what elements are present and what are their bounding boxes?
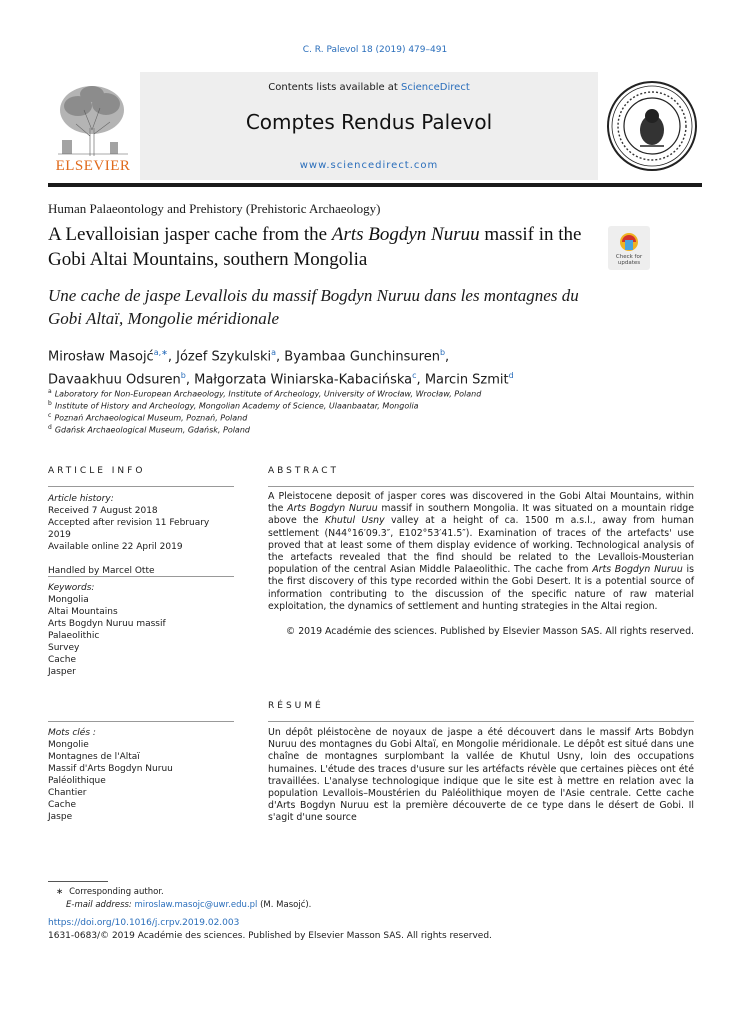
title-part-1: A Levalloisian jasper cache from the	[48, 224, 332, 245]
abstract-seg: valley at a height of ca. 1500 m a.s.l., away from human settlement (N44°16′09.3″, E102°53′41.5″). Examination of traces of the artefacts' use proved that at least some of them display evidence of working. Technological analysis of the artefacts revealed that the find should be related to the Levallois-Mousterian population of the central Asian Middle Palaeolithic. The cache from	[268, 515, 694, 576]
mots-cles-label: Mots clés :	[48, 728, 96, 738]
author-affil-mark[interactable]: b	[439, 348, 446, 357]
affil-text: Gdańsk Archaeological Museum, Gdańsk, Poland	[54, 425, 250, 435]
author-sep: ,	[445, 349, 450, 365]
mot-cle: Montagnes de l'Altaï	[48, 752, 140, 762]
mot-cle: Jaspe	[48, 812, 73, 822]
keyword: Palaeolithic	[48, 631, 100, 641]
check-for-updates-badge[interactable]	[608, 226, 650, 270]
author-list	[48, 343, 668, 390]
author-name[interactable]: Mirosław Masojć	[48, 349, 154, 365]
corresponding-author-label: Corresponding author.	[69, 887, 164, 897]
author-sep: ,	[416, 372, 425, 388]
mot-cle: Cache	[48, 800, 76, 810]
author-name[interactable]: Davaakhuu Odsuren	[48, 372, 181, 388]
resume-body: Un dépôt pléistocène de noyaux de jaspe a été découvert dans le massif Arts Bobdyn Nuruu des montagnes du Gobi Altaï, en Mongolie méridionale. Le dépôt est situé dans une chaîne de montagnes surplombant la vallée de Khutul Usny, loin des occupations humaines. L'étude des traces d'usure sur les artéfacts révèle que certaines pièces ont été travaillées. L'analyse technologique indique que le site est à mettre en relation avec la population Levallois–Moustérien du Paléolithique moyen de l'Asie centrale. Cette cache d'Arts Bogdyn Nuruu est la première découverte de ce type dans le désert de Gobi. Il s'agit d'une source	[268, 727, 694, 824]
footnote-rule	[48, 881, 108, 882]
author-affil-mark[interactable]: a,∗	[153, 348, 168, 357]
header-rule	[48, 183, 702, 187]
keyword: Mongolia	[48, 595, 89, 605]
sciencedirect-link[interactable]: ScienceDirect	[401, 82, 470, 93]
abstract-body	[268, 491, 694, 613]
affil-key: c	[48, 412, 52, 419]
article-title	[48, 222, 608, 272]
affiliation-d	[48, 424, 250, 435]
article-title-french: Une cache de jaspe Levallois du massif Bogdyn Nuruu dans les montagnes du Gobi Altaï, Mongolie méridionale	[48, 286, 579, 328]
doi-link[interactable]: https://doi.org/10.1016/j.crpv.2019.02.003	[48, 918, 240, 928]
author-name[interactable]: Byambaa Gunchinsuren	[284, 349, 440, 365]
author-sep: ,	[185, 372, 195, 388]
abstract-italic: Arts Bogdyn Nuruu	[592, 564, 683, 576]
handled-by: Handled by Marcel Otte	[48, 566, 155, 576]
affil-key: a	[48, 388, 52, 395]
affil-text: Poznań Archaeological Museum, Poznań, Poland	[54, 413, 248, 423]
journal-reference[interactable]: C. R. Palevol 18 (2019) 479–491	[302, 45, 448, 55]
keyword: Jasper	[48, 667, 76, 677]
mot-cle: Paléolithique	[48, 776, 106, 786]
abstract-seg: massif in southern Mongolia. It was situated on a mountain ridge above the	[268, 503, 694, 527]
mot-cle: Mongolie	[48, 740, 89, 750]
affil-key: d	[48, 424, 52, 431]
abstract-italic: Khutul Usny	[324, 515, 385, 527]
keywords-rule	[48, 576, 234, 577]
keyword: Arts Bogdyn Nuruu massif	[48, 619, 166, 629]
abstract-seg: is the first discovery of this type recorded within the Gobi Desert. It is a potential source of information contributing to the discussion of the specific nature of raw material exploitation, the dynamics of settlement and hunting strategies in the Altai region.	[268, 564, 694, 612]
crossmark-label: Check for updates	[615, 254, 643, 266]
affiliation-b	[48, 400, 419, 411]
affil-text: Institute of History and Archeology, Mongolian Academy of Science, Ulaanbaatar, Mongolia	[54, 401, 419, 411]
issn-copyright-line: 1631-0683/© 2019 Académie des sciences. Published by Elsevier Masson SAS. All rights reserved.	[48, 931, 492, 941]
keywords-list	[48, 582, 234, 678]
author-affil-mark[interactable]: d	[508, 371, 514, 381]
abstract-heading: ABSTRACT	[268, 466, 340, 476]
author-name[interactable]: Małgorzata Winiarska-Kabacińska	[194, 372, 413, 388]
mot-cle: Chantier	[48, 788, 87, 798]
author-name[interactable]: Marcin Szmit	[424, 372, 509, 388]
abstract-seg: A Pleistocene deposit of jasper cores was discovered in the Gobi Altai Mountains, within the	[268, 491, 694, 515]
history-online: Available online 22 April 2019	[48, 542, 183, 552]
publisher-name: ELSEVIER	[55, 158, 131, 174]
title-italic-place: Arts Bogdyn Nuruu	[331, 224, 480, 245]
history-received: Received 7 August 2018	[48, 506, 158, 516]
article-history	[48, 493, 234, 577]
article-info-rule	[48, 486, 234, 487]
keyword: Altai Mountains	[48, 607, 118, 617]
mots-cles-rule	[48, 721, 234, 722]
mot-cle: Massif d'Arts Bogdyn Nuruu	[48, 764, 173, 774]
author-affil-mark[interactable]: c	[412, 371, 417, 381]
resume-heading: RÉSUMÉ	[268, 701, 324, 711]
title-part-2: massif in the Gobi Altai Mountains, southern Mongolia	[48, 224, 582, 270]
journal-url-link[interactable]: www.sciencedirect.com	[299, 160, 439, 171]
history-label: Article history:	[48, 494, 114, 504]
footnote-star: ∗	[56, 887, 64, 897]
author-sep: ,	[167, 349, 177, 365]
keywords-label: Keywords:	[48, 583, 95, 593]
author-email-link[interactable]: miroslaw.masojc@uwr.edu.pl	[134, 900, 258, 910]
email-suffix: (M. Masojć).	[257, 900, 312, 910]
affil-text: Laboratory for Non-European Archaeology, Institute of Archeology, University of Wrocław, Wrocław, Poland	[54, 389, 482, 399]
corresponding-author-note	[48, 886, 311, 912]
history-accepted: Accepted after revision 11 February 2019	[48, 518, 210, 540]
abstract-copyright: © 2019 Académie des sciences. Published by Elsevier Masson SAS. All rights reserved.	[285, 626, 694, 637]
email-label: E-mail address:	[66, 900, 132, 910]
contents-available-line	[140, 82, 598, 93]
author-affil-mark[interactable]: a	[271, 348, 277, 357]
abstract-rule	[268, 486, 694, 487]
author-name[interactable]: Józef Szykulski	[176, 349, 272, 365]
author-sep: ,	[276, 349, 285, 365]
abstract-italic: Arts Bogdyn Nuruu	[287, 503, 378, 515]
keyword: Survey	[48, 643, 80, 653]
contents-prefix: Contents lists available at	[268, 82, 402, 93]
affiliation-a	[48, 388, 481, 399]
journal-title: Comptes Rendus Palevol	[245, 110, 493, 134]
resume-rule	[268, 721, 694, 722]
author-affil-mark[interactable]: b	[180, 371, 186, 381]
section-label: Human Palaeontology and Prehistory (Prehistoric Archaeology)	[48, 201, 381, 216]
affiliation-c	[48, 412, 247, 423]
academie-seal-icon	[604, 72, 700, 180]
article-info-heading: ARTICLE INFO	[48, 466, 146, 476]
keyword: Cache	[48, 655, 76, 665]
affil-key: b	[48, 400, 52, 407]
mots-cles-list	[48, 727, 234, 823]
